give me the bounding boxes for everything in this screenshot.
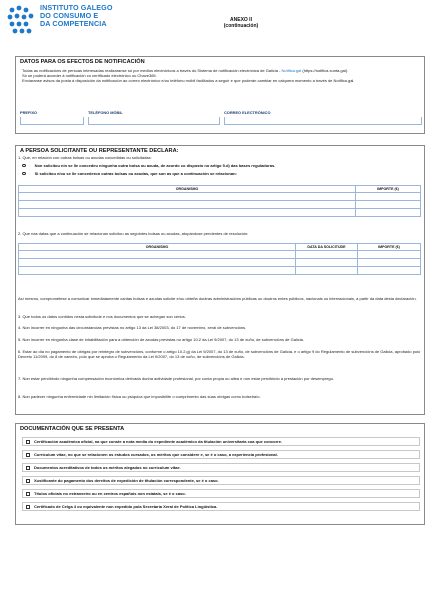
column-header-organism: ORGANISMO: [19, 186, 356, 193]
email-field[interactable]: [224, 117, 422, 125]
declaration-item-8: 8. Non padecer ningunha enfermidade nin limitación física ou psíquica que imposibilite o cumprimento das súas obrigas como bolseira/o.: [18, 394, 261, 399]
declaration-item-1: 1. Que, en relación con outras bolsas ou axudas concedidas ou solicitadas:: [18, 155, 152, 160]
document-row[interactable]: [22, 476, 420, 485]
table-cell[interactable]: [358, 251, 421, 259]
document-label: Certificado de Celga 4 ou equivalente non expedido pola Secretaría Xeral de Política Lingüística.: [34, 504, 218, 509]
option-a: [22, 163, 422, 168]
field-label-prefix: PREFIXO: [20, 110, 38, 115]
galicia-crest-icon: [6, 4, 36, 36]
option-b-label: Si solicitou e/ou se lle concederon outras bolsas ou axudas, que son as que a continuación se relacionan:: [34, 171, 237, 176]
prefix-field[interactable]: [20, 117, 84, 125]
document-checkbox[interactable]: [26, 479, 30, 483]
table-cell[interactable]: [358, 267, 421, 275]
notification-section: [15, 56, 425, 134]
column-header-organism: ORGANISMO: [19, 244, 296, 251]
document-label: Curriculum vitae, no que se relacionen os estudos cursados, os méritos que considere e, se é o caso, a experiencia profesional.: [34, 452, 278, 457]
declaration-item-7: 7. Non estar percibindo ningunha compensación económica derivada dunha actividade profesional, por conta propia ou allea e non estar percibindo a prestación por desemprego.: [18, 376, 334, 381]
document-checkbox[interactable]: [26, 505, 30, 509]
column-header-amount: IMPORTE (€): [358, 244, 421, 251]
option-b: [22, 171, 422, 176]
table-cell[interactable]: [19, 209, 356, 217]
option-a-label: Non solicitou nin se lle concedeu ningunha outra bolsa ou axuda, de acordo co disposto no artigo 5.d) das bases reguladoras.: [34, 163, 276, 168]
column-header-amount: IMPORTE (€): [356, 186, 421, 193]
table-cell[interactable]: [19, 201, 356, 209]
document-row[interactable]: [22, 502, 420, 511]
declaration-item-4: 4. Non incorrer en ningunha das circunstancias previstas no artigo 13 da Lei 38/2003, do 17 de novembro, xeral de subvencións.: [18, 325, 247, 330]
table-row: [19, 251, 421, 259]
table-row: [19, 209, 421, 217]
document-label: Certificación académica oficial, na que conste a nota media do expediente académico da titulación universitaria coa que concorre.: [34, 439, 283, 444]
document-checkbox[interactable]: [26, 466, 30, 470]
declaration-title: A PERSOA SOLICITANTE OU REPRESENTANTE DECLARA:: [20, 148, 179, 154]
document-checkbox[interactable]: [26, 453, 30, 457]
declaration-item-2: 2. Que nas datas que a continuación se relacionan solicitou as seguintes bolsas ou axudas, atopándose pendentes de resolución:: [18, 231, 249, 236]
table-cell[interactable]: [358, 259, 421, 267]
field-label-mobile: TELÉFONO MÓBIL: [88, 110, 123, 115]
table-row: [19, 259, 421, 267]
field-label-email: CORREO ELECTRÓNICO: [224, 110, 271, 115]
table-row: [19, 201, 421, 209]
table-cell[interactable]: [19, 251, 296, 259]
documents-title: DOCUMENTACIÓN QUE SE PRESENTA: [20, 426, 125, 432]
notification-title: DATOS PARA OS EFECTOS DE NOTIFICACIÓN: [20, 59, 145, 65]
mobile-field[interactable]: [88, 117, 220, 125]
column-header-request-date: DATA DA SOLICITUDE: [296, 244, 358, 251]
commitment-text: Así mesmo, comprométese a comunicar inmediatamente cantas bolsas e axudas solicite e/ou obteña doutras administracións públicas ou doutros entes públicos, nacionais ou internacionais, a partir da data desta declaración.: [18, 296, 417, 301]
annex-title: ANEXO II: [230, 17, 252, 23]
document-checkbox[interactable]: [26, 492, 30, 496]
document-row[interactable]: [22, 437, 420, 446]
declaration-item-6: 6. Estar ao día no pagamento de obrigas por reintegro de subvencións, conforme o artigo 10.2.g) da Lei 9/2007, do 13 de xuño, de subvencións de Galicia, e o artigo 9 do Regulamento de subvencións de Galicia, aprobado polo Decreto 11/2009, do 8 de xaneiro, polo que se aproba o Regulamento da Lei 9/2007, do 13 de xuño, de subvencións de Galicia.: [18, 349, 421, 360]
document-row[interactable]: [22, 463, 420, 472]
table-row: [19, 267, 421, 275]
notifica-link[interactable]: Notifica.gal: [281, 68, 302, 73]
annex-heading: [196, 17, 286, 29]
document-label: Xustificante do pagamento dos dereitos de expedición de titulación correspondente, se é o caso.: [34, 478, 219, 483]
table-cell[interactable]: [19, 193, 356, 201]
declaration-item-3: 3. Que todos os datos contidos nesta solicitude e nos documentos que se achegan son certos.: [18, 314, 186, 319]
table-cell[interactable]: [296, 259, 358, 267]
table-cell[interactable]: [19, 267, 296, 275]
institution-logo: [6, 4, 136, 38]
table-cell[interactable]: [356, 201, 421, 209]
document-row[interactable]: [22, 450, 420, 459]
table-cell[interactable]: [19, 259, 296, 267]
table-row: [19, 193, 421, 201]
option-b-radio[interactable]: [22, 172, 26, 176]
annex-subtitle: (continuación): [223, 23, 259, 29]
pending-grants-table: [18, 243, 421, 275]
table-cell[interactable]: [356, 193, 421, 201]
document-label: Títulos oficiais no estranxeiro ou en centros españois non estatais, se é o caso.: [34, 491, 186, 496]
table-cell[interactable]: [356, 209, 421, 217]
table-cell[interactable]: [296, 251, 358, 259]
document-label: Documentos acreditativos de todos os méritos alegados no currículum vitae.: [34, 465, 181, 470]
other-grants-table: [18, 185, 421, 217]
notification-text: Todas as notificacións de persoas interesadas realizaranse só por medios electrónicos a través do Sistema de notificación electrónica de Galicia - Notifica.gal (https://notifica.xunta.gal). Só se poderá acceder á notificación co certificado electrónico ou Chave365. Enviaranse avisos da posta á disposición da notificación ao correo electrónico e/ou teléfono móbil facilitados a seguir e que poderán cambiar en calquera momento a través de Notifica.gal.: [22, 68, 355, 84]
table-header-row: [19, 186, 421, 193]
logo-text: INSTITUTO GALEGO DO CONSUMO E DA COMPETENCIA: [40, 3, 113, 28]
table-cell[interactable]: [296, 267, 358, 275]
option-a-radio[interactable]: [22, 164, 26, 168]
declaration-item-5: 5. Non incorrer en ningunha clase de inhabilitación para a obtención de axudas previstas no artigo 10.2 da Lei 9/2007, do 13 de xuño, de subvencións de Galicia.: [18, 337, 304, 342]
document-row[interactable]: [22, 489, 420, 498]
table-header-row: [19, 244, 421, 251]
document-checkbox[interactable]: [26, 440, 30, 444]
